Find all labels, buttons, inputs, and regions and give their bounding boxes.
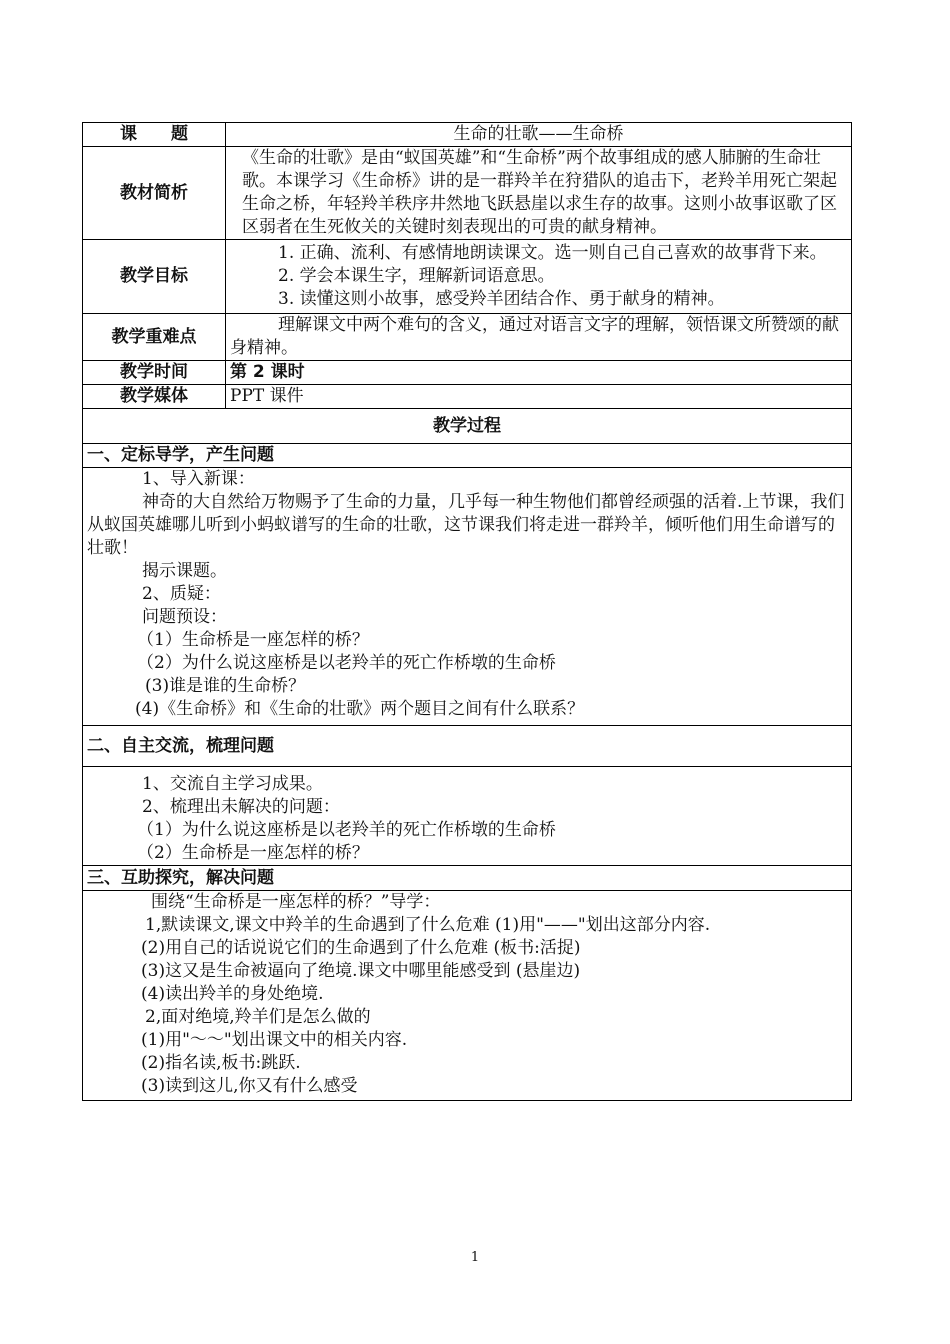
goals-list: [226, 240, 852, 314]
section-content: [83, 468, 852, 726]
content-line: 1、交流自主学习成果。: [142, 774, 323, 794]
content-line: （1）为什么说这座桥是以老羚羊的死亡作桥墩的生命桥: [137, 820, 556, 840]
goal-item: 2. 学会本课生字，理解新词语意思。: [278, 266, 555, 286]
row-material: [83, 147, 852, 240]
row-process-title: [83, 409, 852, 444]
page-number: 1: [470, 1250, 480, 1265]
content-line: 2,面对绝境,羚羊们是怎么做的: [145, 1007, 371, 1027]
section-3-header: [83, 866, 852, 891]
time-label: 教学时间: [83, 361, 226, 385]
process-title: 教学过程: [83, 409, 852, 444]
content-line: 1,默读课文,课文中羚羊的生命遇到了什么危难 (1)用"——"划出这部分内容.: [145, 915, 711, 935]
material-text: 《生命的壮歌》是由“蚁国英雄”和“生命桥”两个故事组成的感人肺腑的生命壮歌。本课学习《生命桥》讲的是一群羚羊在狩猎队的追击下，老羚羊用死亡架起生命之桥，年轻羚羊秩序井然地飞跃悬崖以求生存的故事。这则小故事讴歌了区区弱者在生死攸关的关键时刻表现出的可贵的献身精神。: [226, 147, 852, 240]
content-line: (2)用自己的话说说它们的生命遇到了什么危难 (板书:活捉): [141, 938, 581, 958]
content-line: 问题预设：: [142, 607, 227, 627]
content-line: (3)这又是生命被逼向了绝境.课文中哪里能感受到 (悬崖边): [141, 961, 581, 981]
keypoints-label: 教学重难点: [83, 314, 226, 361]
material-label: 教材简析: [83, 147, 226, 240]
content-line: 1、导入新课：: [142, 469, 255, 489]
row-topic: [83, 123, 852, 147]
goal-item: 1. 正确、流利、有感情地朗读课文。选一则自己自己喜欢的故事背下来。: [278, 243, 827, 263]
row-keypoints: [83, 314, 852, 361]
media-label: 教学媒体: [83, 385, 226, 409]
content-line: （1）生命桥是一座怎样的桥？: [137, 630, 369, 650]
section-2-header: [83, 726, 852, 767]
lesson-plan-table: [82, 122, 852, 1101]
content-line: (2)指名读,板书:跳跃.: [141, 1053, 301, 1073]
topic-value: 生命的壮歌——生命桥: [226, 123, 852, 147]
content-line: （2）生命桥是一座怎样的桥？: [137, 843, 369, 863]
content-line: (3)读到这儿,你又有什么感受: [141, 1076, 358, 1096]
goals-label: 教学目标: [83, 240, 226, 314]
topic-label: 课 题: [83, 123, 226, 147]
content-line: (3)谁是谁的生命桥？: [145, 676, 306, 696]
section-title: 一、定标导学，产生问题: [83, 444, 852, 468]
keypoints-text: 理解课文中两个难句的含义，通过对语言文字的理解，领悟课文所赞颂的献身精神。: [226, 314, 852, 361]
section-title: 三、互助探究，解决问题: [83, 866, 852, 891]
section-2-body: [83, 767, 852, 866]
content-line: 2、质疑：: [142, 584, 221, 604]
content-line: 揭示课题。: [142, 561, 227, 581]
content-line: (4)读出羚羊的身处绝境.: [141, 984, 324, 1004]
time-value: 第 2 课时: [226, 361, 852, 385]
content-line: 围绕“生命桥是一座怎样的桥？”导学：: [151, 892, 441, 912]
section-1-header: [83, 444, 852, 468]
section-content: [83, 767, 852, 866]
content-line: 神奇的大自然给万物赐予了生命的力量，几乎每一种生物他们都曾经顽强的活着.上节课，我们从蚁国英雄哪儿听到小蚂蚁谱写的生命的壮歌，这节课我们将走进一群羚羊，倾听他们用生命谱写的壮歌！: [87, 492, 845, 558]
row-goals: [83, 240, 852, 314]
section-content: [83, 891, 852, 1101]
content-line: (1)用"～～"划出课文中的相关内容.: [141, 1030, 408, 1050]
section-3-body: [83, 891, 852, 1101]
content-line: （2）为什么说这座桥是以老羚羊的死亡作桥墩的生命桥: [137, 653, 556, 673]
section-title: 二、自主交流，梳理问题: [83, 726, 852, 767]
content-line: 2、梳理出未解决的问题：: [142, 797, 340, 817]
goal-item: 3. 读懂这则小故事，感受羚羊团结合作、勇于献身的精神。: [278, 289, 725, 309]
section-1-body: [83, 468, 852, 726]
row-time: [83, 361, 852, 385]
media-value: PPT 课件: [226, 385, 852, 409]
content-line: (4)《生命桥》和《生命的壮歌》两个题目之间有什么联系？: [135, 699, 585, 719]
row-media: [83, 385, 852, 409]
